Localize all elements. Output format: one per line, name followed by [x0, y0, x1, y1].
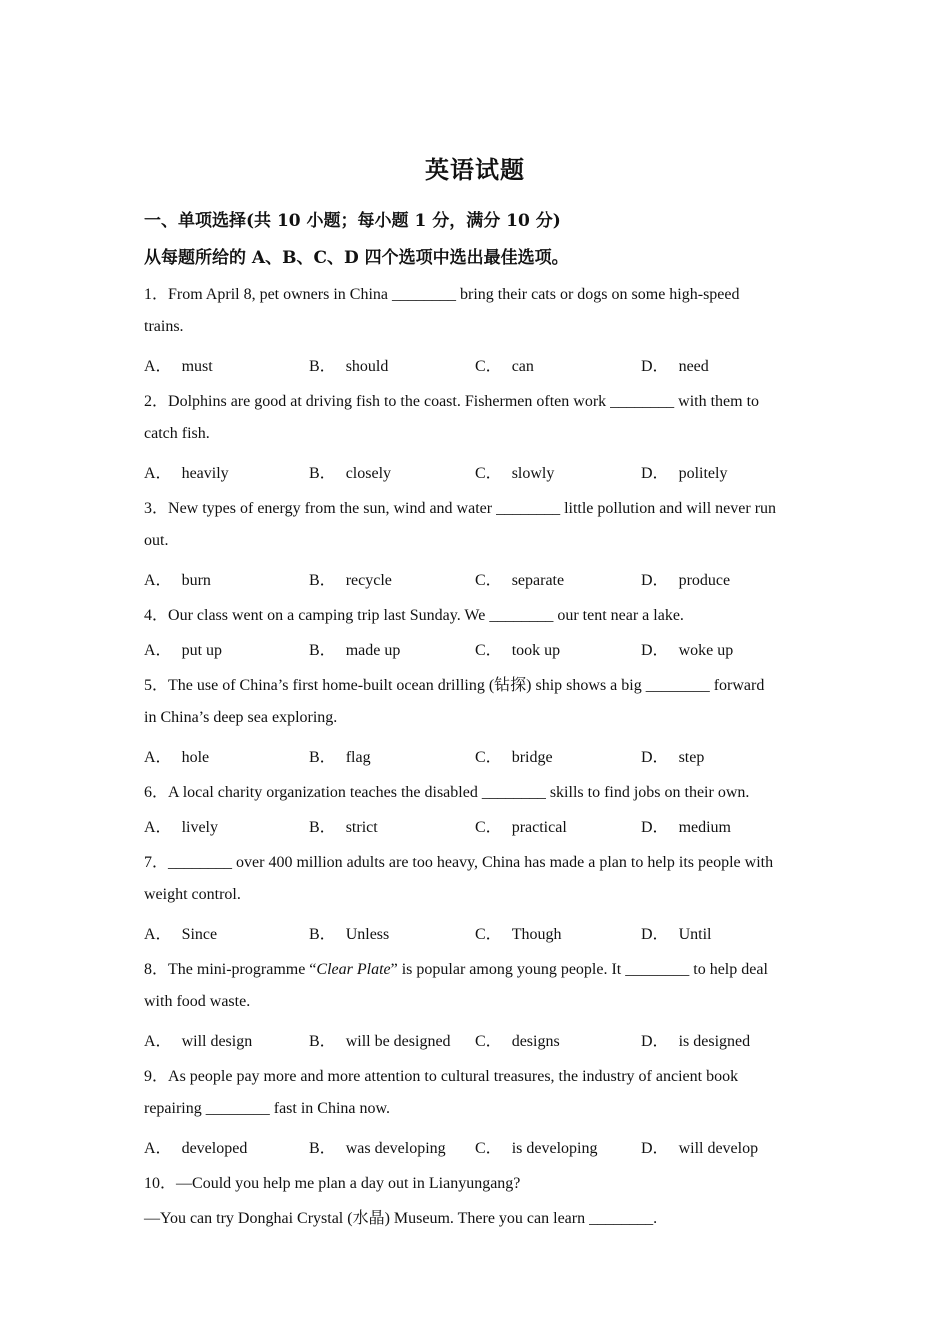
question-number: 5．: [144, 677, 169, 694]
question-1-options: [144, 353, 824, 375]
option-a[interactable]: A． Since: [144, 926, 218, 943]
question-text: The mini-programme “: [168, 961, 317, 978]
option-d[interactable]: D． is designed: [641, 1033, 751, 1050]
option-c[interactable]: C． practical: [475, 819, 567, 836]
option-c[interactable]: C． is developing: [475, 1140, 598, 1157]
option-c[interactable]: C． Though: [475, 926, 562, 943]
option-b[interactable]: B． should: [309, 358, 389, 375]
option-d[interactable]: D． Until: [641, 926, 712, 943]
question-3-line-2: out.: [144, 532, 169, 549]
question-6-options: [144, 814, 824, 836]
question-number: 9．: [144, 1068, 169, 1085]
question-text: New types of energy from the sun, wind and water ________ little pollution and will never run: [168, 500, 777, 517]
question-5-options: [144, 744, 824, 766]
question-number: 4．: [144, 607, 169, 624]
question-5-line-1: [144, 672, 764, 695]
question-number: 2．: [144, 393, 169, 410]
question-text: From April 8, pet owners in China ________ bring their cats or dogs on some high-speed: [168, 286, 740, 303]
question-7-line-1: [144, 849, 773, 872]
question-text: The use of China’s first home-built ocean drilling (钻探) ship shows a big ________ forward: [168, 677, 765, 694]
question-1-line-2: trains.: [144, 318, 184, 335]
question-text: ________ over 400 million adults are too heavy, China has made a plan to help its people with: [168, 854, 774, 871]
option-d[interactable]: D． will develop: [641, 1140, 759, 1157]
option-c[interactable]: C． separate: [475, 572, 565, 589]
question-4-line-1: [144, 602, 684, 625]
question-number: 1．: [144, 286, 169, 303]
question-9-line-2: repairing ________ fast in China now.: [144, 1100, 391, 1117]
option-a[interactable]: A． burn: [144, 572, 211, 589]
option-a[interactable]: A． lively: [144, 819, 218, 836]
option-b[interactable]: B． closely: [309, 465, 392, 482]
option-b[interactable]: B． will be designed: [309, 1033, 451, 1050]
question-number: 10．: [144, 1175, 177, 1192]
question-10-line-1: [144, 1170, 520, 1193]
option-d[interactable]: D． woke up: [641, 642, 734, 659]
question-number: 7．: [144, 854, 169, 871]
question-number: 6．: [144, 784, 169, 801]
option-b[interactable]: B． recycle: [309, 572, 392, 589]
option-c[interactable]: C． took up: [475, 642, 561, 659]
question-9-options: [144, 1135, 824, 1157]
option-d[interactable]: D． need: [641, 358, 709, 375]
option-a[interactable]: A． put up: [144, 642, 223, 659]
option-a[interactable]: A． must: [144, 358, 213, 375]
option-d[interactable]: D． produce: [641, 572, 731, 589]
option-c[interactable]: C． slowly: [475, 465, 555, 482]
question-4-options: [144, 637, 824, 659]
section-heading: 一、单项选择(共 10 小题；每小题 1 分，满分 10 分): [144, 211, 561, 231]
question-8-line-1: [144, 956, 768, 979]
option-a[interactable]: A． will design: [144, 1033, 253, 1050]
question-5-line-2: in China’s deep sea exploring.: [144, 709, 338, 726]
section-instruction: 从每题所给的 A、B、C、D 四个选项中选出最佳选项。: [144, 248, 569, 268]
option-b[interactable]: B． was developing: [309, 1140, 446, 1157]
option-b[interactable]: B． made up: [309, 642, 401, 659]
page-title: 英语试题: [425, 155, 525, 184]
question-text: As people pay more and more attention to cultural treasures, the industry of ancient book: [168, 1068, 739, 1085]
question-8-options: [144, 1028, 824, 1050]
question-2-line-1: [144, 388, 759, 411]
option-d[interactable]: D． politely: [641, 465, 728, 482]
question-text: Dolphins are good at driving fish to the coast. Fishermen often work ________ with them to: [168, 393, 760, 410]
question-text: Our class went on a camping trip last Sunday. We ________ our tent near a lake.: [168, 607, 684, 624]
question-6-line-1: [144, 779, 749, 802]
option-c[interactable]: C． can: [475, 358, 534, 375]
question-text: ” is popular among young people. It ________ to help deal: [390, 961, 768, 978]
question-number: 8．: [144, 961, 169, 978]
option-a[interactable]: A． hole: [144, 749, 210, 766]
question-10-line-2: —You can try Donghai Crystal (水晶) Museum. There you can learn ________.: [144, 1210, 658, 1227]
option-b[interactable]: B． Unless: [309, 926, 390, 943]
option-c[interactable]: C． designs: [475, 1033, 560, 1050]
option-a[interactable]: A． developed: [144, 1140, 248, 1157]
option-d[interactable]: D． step: [641, 749, 705, 766]
question-9-line-1: [144, 1063, 738, 1086]
question-number: 3．: [144, 500, 169, 517]
question-7-options: [144, 921, 824, 943]
question-8-line-2: with food waste.: [144, 993, 251, 1010]
question-text: —Could you help me plan a day out in Lianyungang?: [176, 1175, 521, 1192]
question-7-line-2: weight control.: [144, 886, 241, 903]
question-3-line-1: [144, 495, 776, 518]
option-b[interactable]: B． strict: [309, 819, 378, 836]
question-2-options: [144, 460, 824, 482]
question-3-options: [144, 567, 824, 589]
question-2-line-2: catch fish.: [144, 425, 210, 442]
programme-name: Clear Plate: [316, 961, 391, 978]
option-b[interactable]: B． flag: [309, 749, 371, 766]
option-a[interactable]: A． heavily: [144, 465, 229, 482]
question-1-line-1: [144, 281, 740, 304]
question-text: A local charity organization teaches the disabled ________ skills to find jobs on their own.: [168, 784, 750, 801]
option-d[interactable]: D． medium: [641, 819, 731, 836]
option-c[interactable]: C． bridge: [475, 749, 553, 766]
